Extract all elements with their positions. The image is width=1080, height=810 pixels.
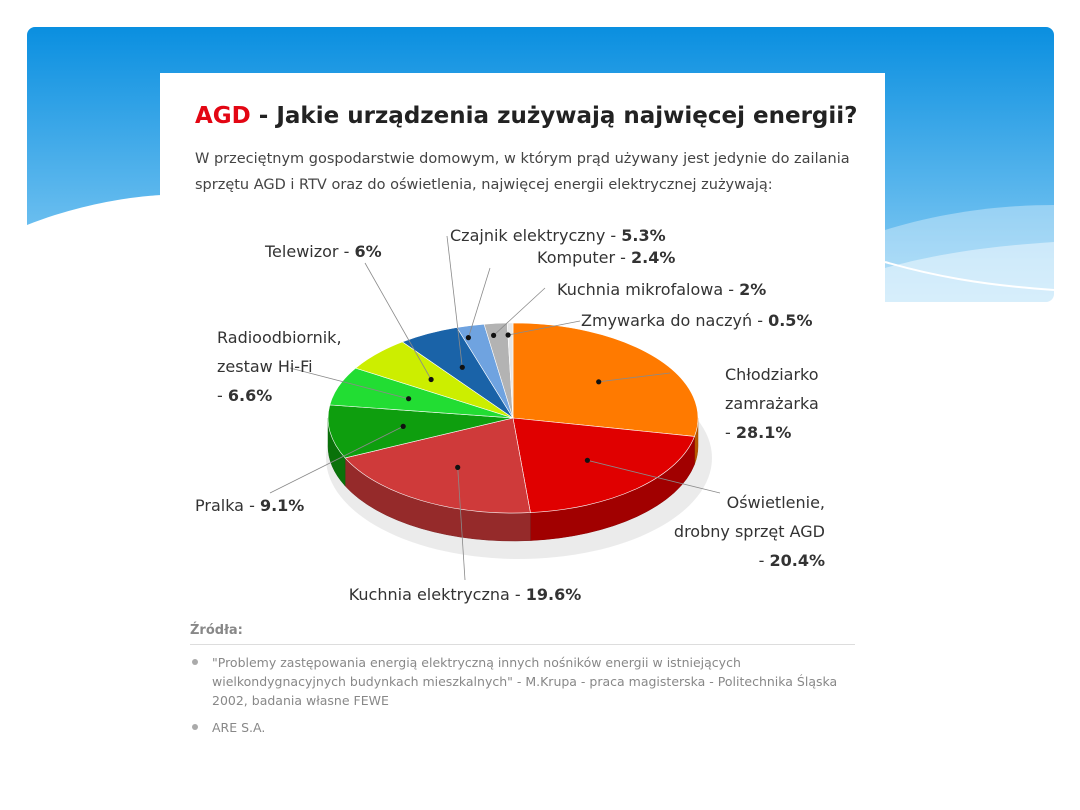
slice-label-value: 9.1% bbox=[259, 496, 305, 515]
slice-label-name: zestaw Hi-Fi bbox=[217, 357, 313, 376]
slice-label-value: 5.3% bbox=[621, 226, 666, 245]
slice-label-value: 0.5% bbox=[768, 311, 813, 330]
slice-dot bbox=[585, 458, 590, 463]
slice-label bbox=[674, 493, 825, 570]
slice-label-dash: - bbox=[338, 242, 355, 261]
slice-label-name: Komputer bbox=[537, 248, 616, 267]
slice-label bbox=[725, 365, 819, 442]
slice-label bbox=[349, 585, 582, 604]
slice-label-name: zamrażarka bbox=[725, 394, 819, 413]
slice-label-value: 6.6% bbox=[227, 386, 273, 405]
slice-label-name: Chłodziarko bbox=[725, 365, 819, 384]
source-text: ARE S.A. bbox=[212, 720, 266, 735]
pie-slice bbox=[513, 323, 698, 436]
slice-label bbox=[537, 248, 675, 267]
slice-dot bbox=[401, 424, 406, 429]
slice-label-value: 19.6% bbox=[525, 585, 582, 604]
slice-label-dash: - bbox=[243, 496, 260, 515]
sources-heading: Źródła: bbox=[190, 623, 855, 645]
source-item bbox=[190, 653, 855, 710]
slice-label-value: 2% bbox=[739, 280, 767, 299]
slice-label-value: 2.4% bbox=[631, 248, 676, 267]
slice-label-name: Zmywarka do naczyń bbox=[581, 311, 753, 330]
intro-text: W przeciętnym gospodarstwie domowym, w którym prąd używany jest jedynie do zailania sprzętu AGD i RTV oraz do oświetlenia, najwięcej energii elektrycznej zużywają: bbox=[195, 151, 850, 193]
slice-label-dash: - bbox=[725, 423, 736, 442]
slice-dot bbox=[506, 332, 511, 337]
slice-dot bbox=[455, 465, 460, 470]
slice-label-dash: - bbox=[723, 280, 740, 299]
slice-dot bbox=[596, 379, 601, 384]
slice-label bbox=[264, 242, 382, 261]
slice-label-name: Pralka bbox=[195, 496, 244, 515]
slice-label bbox=[195, 496, 304, 515]
slice-dot bbox=[429, 377, 434, 382]
slice-label-name: Oświetlenie, bbox=[726, 493, 825, 512]
slice-label-dash: - bbox=[509, 585, 526, 604]
slice-label-name: Czajnik elektryczny bbox=[450, 226, 606, 245]
slice-label-value: 28.1% bbox=[735, 423, 792, 442]
slice-label-name: Kuchnia elektryczna bbox=[348, 585, 510, 604]
slice-label-dash: - bbox=[752, 311, 769, 330]
slice-dot bbox=[491, 333, 496, 338]
slice-dot bbox=[466, 335, 471, 340]
slice-label-name: drobny sprzęt AGD bbox=[673, 522, 825, 541]
slice-label-name: Radioodbiornik, bbox=[217, 328, 342, 347]
sources-section bbox=[190, 623, 855, 737]
slice-label-value-line bbox=[759, 551, 825, 570]
source-text: "Problemy zastępowania energią elektryczną innych nośników energii w istniejących wielkondygnacyjnych budynkach mieszkalnych" - M.Krupa - praca magisterska - Politechnika Śląska 2002, badania własne FEWE bbox=[212, 655, 838, 708]
slice-label bbox=[557, 280, 766, 299]
title-accent: AGD bbox=[195, 103, 251, 129]
slice-dot bbox=[406, 396, 411, 401]
slice-label-name: Kuchnia mikrofalowa bbox=[557, 280, 724, 299]
source-item bbox=[190, 718, 855, 737]
slice-label-value-line bbox=[217, 386, 272, 405]
slice-label bbox=[450, 226, 666, 245]
slice-label-dash: - bbox=[615, 248, 632, 267]
infographic-panel bbox=[160, 73, 885, 753]
slice-label-dash: - bbox=[758, 551, 770, 570]
slice-label-dash: - bbox=[605, 226, 622, 245]
bullet-icon bbox=[192, 659, 198, 665]
slice-label bbox=[581, 311, 812, 330]
slice-label-dash: - bbox=[217, 386, 228, 405]
slice-label-value: 20.4% bbox=[769, 551, 825, 570]
slice-label-value: 6% bbox=[354, 242, 382, 261]
slice-label-name: Telewizor bbox=[265, 242, 339, 261]
bullet-icon bbox=[192, 724, 198, 730]
slice-label-value-line bbox=[725, 423, 791, 442]
slice-dot bbox=[460, 365, 465, 370]
slice-label bbox=[217, 328, 342, 405]
title-text: - Jakie urządzenia zużywają najwięcej energii? bbox=[250, 103, 858, 129]
